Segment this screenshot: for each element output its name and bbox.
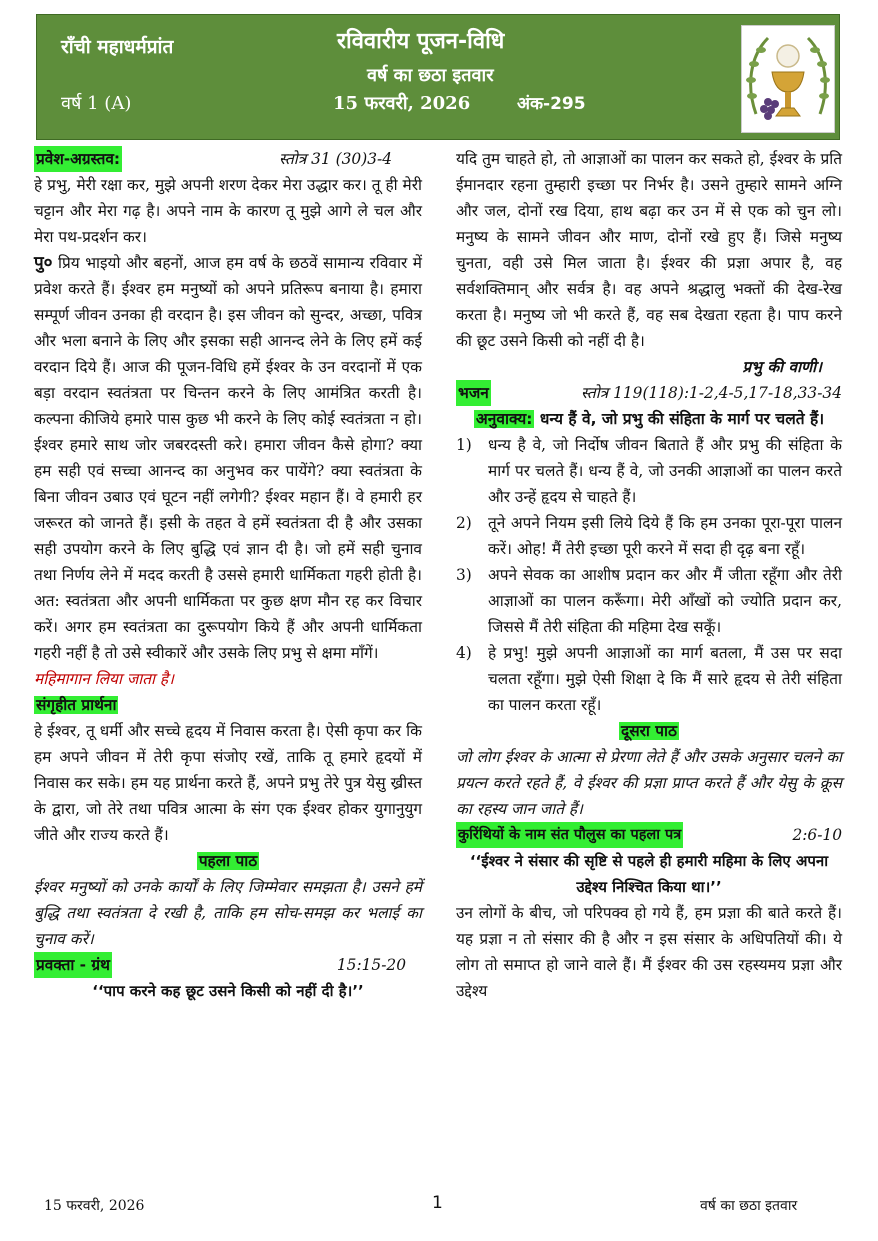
entrance-antiphon-text: हे प्रभु, मेरी रक्षा कर, मुझे अपनी शरण देकर मेरा उद्धार कर। तू ही मेरी चट्टान और मेरा गढ़ है। अपने नाम के कारण तू मुझे आगे ले चल और मेरा पथ-प्रदर्शन कर। [34, 176, 422, 246]
psalm-verse: 3) अपने सेवक का आशीष प्रदान कर और मैं जीता रहूँगा और तेरी आज्ञाओं का पालन करूँगा। मेरी आँखों को ज्योति प्रदान कर, जिससे मैं तेरी संहिता की महिमा देख सकूँ। [456, 566, 842, 636]
first-reading-label: पहला पाठ [198, 852, 258, 870]
page-header [36, 14, 840, 140]
collect-label: संगृहीत प्रार्थना [36, 696, 117, 714]
sunday-name: वर्ष का छठा इतवार [367, 65, 494, 86]
gloria-rubric: महिमागान लिया जाता है। [34, 670, 174, 688]
word-of-lord: प्रभु की वाणी। [742, 358, 822, 376]
sirach-ref: 15:15-20 [336, 956, 406, 974]
first-reading-intro: ईश्वर मनुष्यों को उनके कार्यों के लिए जिम्मेवार समझता है। उसने हमें बुद्धि तथा स्वतंत्रता दे रखी है, ताकि हम सोच-समझ कर भलाई का चुनाव करें। [34, 878, 422, 948]
corinthians-text: उन लोगों के बीच, जो परिपक्व हो गये हैं, हम प्रज्ञा की बाते करते हैं। यह प्रज्ञा न तो संसार की है और न इस संसार के अधिपतियों की। ये लोग तो समाप्त हो जाने वाले हैं। मैं ईश्वर की उस रहस्यमय प्रज्ञा और उद्देश्य [456, 904, 842, 1000]
introduction-text: प्रिय भाइयो और बहनों, आज हम वर्ष के छठवें सामान्य रविवार में प्रवेश करते हैं। ईश्वर हम मनुष्यों को अपने प्रतिरूप बनाया है। हमारा सम्पूर्ण जीवन उनका ही वरदान है। इस जीवन को सुन्दर, अच्छा, पवित्र और भला बनाने के लिए और इसका सही आनन्द लेने के लिए हमें कई वरदान दिये हैं। आज की पूजन-विधि हमें ईश्वर के उन वरदानों में एक बड़ा वरदान स्वतंत्रता पर चिन्तन करने के लिए आमंत्रित करती है। कल्पना कीजिये हमारे पास कुछ भी करने के लिए कोई स्वतंत्रता न हो। ईश्वर हमारे साथ जोर जबरदस्ती करे। हमारा जीवन कैसे होगा? क्या हम सही एवं सच्चा आनन्द का अनुभव कर पायेंगे? क्या स्वतंत्रता के बिना जीवन उबाउ एवं घूटन नहीं लगेगी? ईश्वर महान हैं। वे हमारी हर जरूरत को जानते हैं। इसी के तहत वे हमें स्वतंत्रता दी है और उसका सही उपयोग करने के लिए बुद्धि एवं ज्ञान दी है। जो हमें सही चुनाव तथा निर्णय लेने में मदद करती है उससे हमारी धार्मिकता गहरी होती है। अत: स्वतंत्रता और अपनी धार्मिकता पर कुछ क्षण मौन रह कर विचार करें। अगर हम स्वतंत्रता का दुरूपयोग किये हैं और अपनी धार्मिकता गहरी नहीं है तो उसे स्वीकारें और उसके लिए प्रभु से क्षमा माँगें। [34, 254, 422, 662]
priest-mark: पु० [34, 253, 53, 273]
second-reading-label: दूसरा पाठ [621, 722, 677, 740]
psalm-response [456, 406, 842, 432]
entrance-antiphon-ref: स्तोत्र 31 (30)3-4 [279, 150, 392, 168]
psalm-verse: 4) हे प्रभु! मुझे अपनी आज्ञाओं का मार्ग बतला, मैं उस पर सदा चलता रहूँगा। मुझे ऐसी शिक्षा दे कि मैं सारे हृदय से तेरी संहिता का पालन करता रहूँ। [456, 644, 842, 714]
psalm-verse: 2) तूने अपने नियम इसी लिये दिये हैं कि हम उनका पूरा-पूरा पालन करें। ओह! मैं तेरी इच्छा पूरी करने में सदा ही दृढ़ बना रहूँ। [456, 514, 842, 558]
introduction [34, 250, 422, 666]
sirach-label: प्रवक्ता - ग्रंथ [34, 952, 112, 978]
psalm-verses [456, 432, 842, 718]
response-text: धन्य हैं वे, जो प्रभु की संहिता के मार्ग पर चलते हैं। [539, 410, 825, 428]
page-title: रविवारीय पूजन-विधि [337, 29, 505, 54]
response-label: अनुवाक्य: [475, 410, 533, 428]
header-date: 15 फरवरी, 2026 [333, 93, 471, 114]
collect-text: हे ईश्वर, तू धर्मी और सच्चे हृदय में निवास करता है। ऐसी कृपा कर कि हम अपने जीवन में तेरी कृपा संजोए रखें, ताकि तू हमारे हृदयों में निवास कर सके। हम यह प्रार्थना करते हैं, अपने प्रभु तेरे पुत्र येसु ख्रीस्त के द्वारा, जो तेरे तथा पवित्र आत्मा के संग एक ईश्वर होकर युगानुयुग जीते और राज्य करते हैं। [34, 722, 422, 844]
second-reading-intro: जो लोग ईश्वर के आत्मा से प्रेरणा लेते हैं और उसके अनुसार चलने का प्रयत्न करते रहते हैं, वे ईश्वर की प्रज्ञा प्राप्त करते हैं और येसु के क्रूस का रहस्य जान जाते हैं। [456, 748, 842, 818]
psalm-verse: 1) धन्य है वे, जो निर्दोष जीवन बिताते हैं और प्रभु की संहिता के मार्ग पर चलते हैं। धन्य हैं वे, जो उनकी आज्ञाओं का पालन करते और उन्हें हृदय से चाहते हैं। [456, 436, 842, 506]
corinthians-ref: 2:6-10 [792, 826, 842, 844]
left-column [34, 146, 422, 1004]
sirach-quote: ‘‘पाप करने कह छूट उसने किसी को नहीं दी है।’’ [92, 982, 364, 1000]
chalice-grapes-icon [741, 25, 835, 133]
footer-sunday: वर्ष का छठा इतवार [700, 1198, 798, 1214]
corinthians-label: कुरिंथियों के नाम संत पौलुस का पहला पत्र [456, 822, 683, 848]
corinthians-quote: ‘‘ईश्वर ने संसार की सृष्टि से पहले ही हमारी महिमा के लिए अपना उद्देश्य निश्चित किया था।’’ [469, 852, 829, 896]
sirach-text: यदि तुम चाहते हो, तो आज्ञाओं का पालन कर सकते हो, ईश्वर के प्रति ईमानदार रहना तुम्हारी इच्छा पर निर्भर है। उसने तुम्हारे सामने अग्नि और जल, दोनों रख दिया, हाथ बढ़ा कर उन में से एक को चुन लो। मनुष्य के सामने जीवन और माण, दोनों रखे हुए हैं। जिसे मनुष्य चुनता, वही उसे मिल जाता है। ईश्वर की प्रज्ञा अपार है, वह सर्वशक्तिमान् और सर्वत्र है। वह अपने श्रद्धालु भक्तों की देख-रेख करता है। मनुष्य जो भी करते हैं, वह सब देखता रहता है। पाप करने की छूट उसने किसी को नहीं दी है। [456, 150, 842, 350]
right-column [456, 146, 842, 1004]
footer-date: 15 फरवरी, 2026 [44, 1198, 145, 1214]
entrance-antiphon-label: प्रवेश-अग्रस्तव: [34, 146, 122, 172]
issue-number: अंक-295 [517, 94, 586, 114]
diocese-name: राँची महाधर्मप्रांत [61, 36, 174, 58]
page-number: 1 [432, 1193, 443, 1213]
liturgical-year: वर्ष 1 (A) [61, 93, 132, 114]
psalm-ref: स्तोत्र 119(118):1-2,4-5,17-18,33-34 [580, 384, 842, 402]
psalm-label: भजन [456, 380, 491, 406]
